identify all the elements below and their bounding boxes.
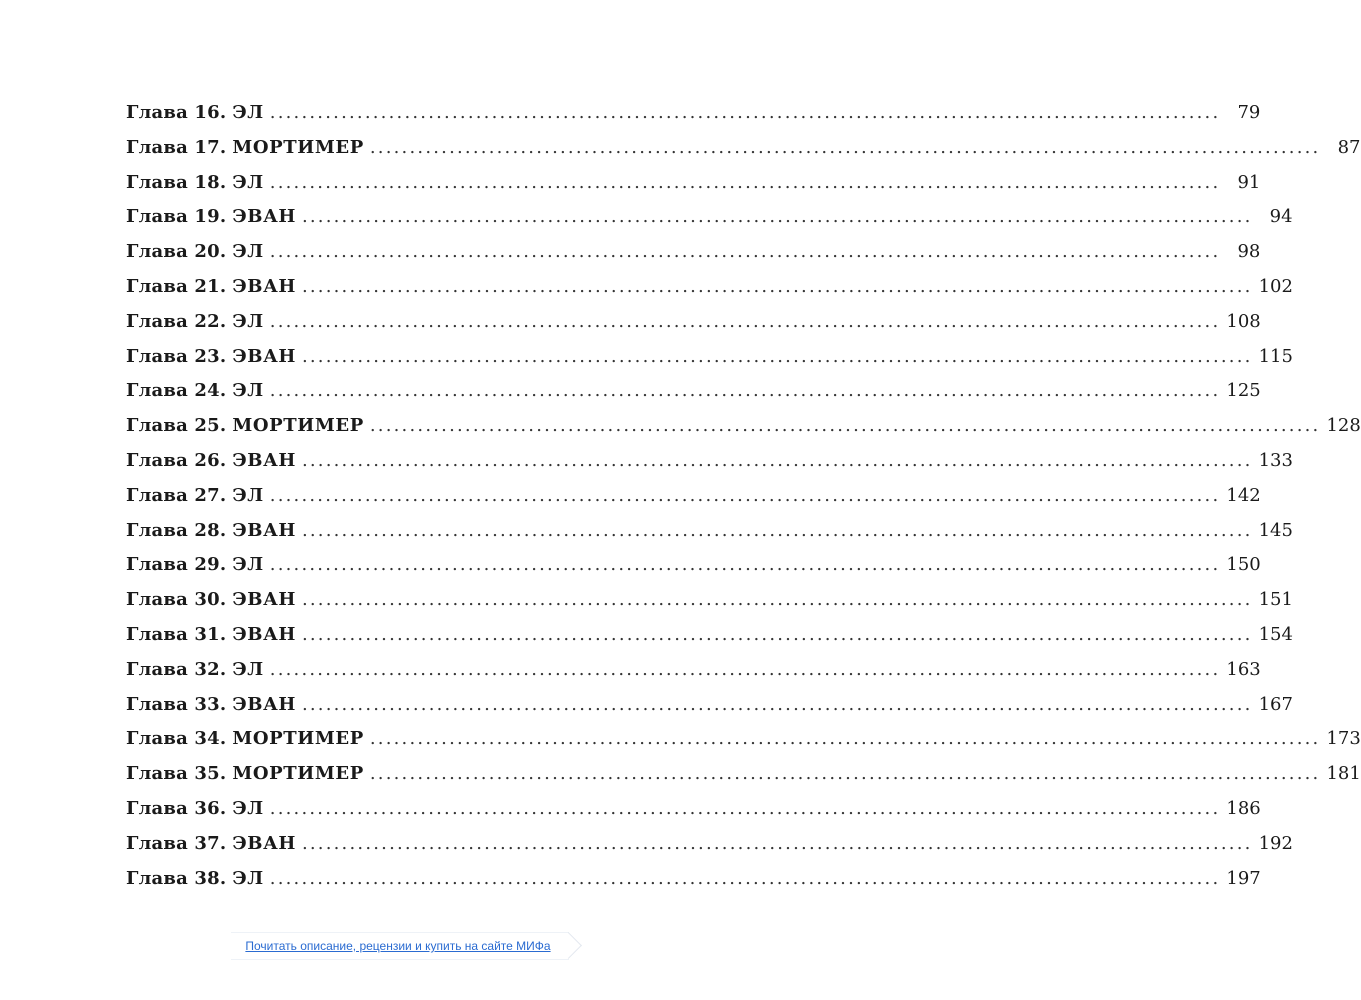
toc-row [126,166,1261,201]
page-number: 87 [1337,136,1361,158]
page-number: 142 [1226,484,1261,506]
page-number: 91 [1237,171,1261,193]
page-number: 173 [1326,728,1361,750]
dot-leader: ........................................................................................................................ [269,102,1221,123]
chapter-name: ЭВАН [232,693,296,715]
chapter-prefix: Глава 16. [126,102,227,123]
toc-row [126,757,1361,792]
chapter-prefix: Глава 34. [126,728,227,750]
chapter-name: ЭЛ [232,658,264,680]
chapter-prefix: Глава 20. [126,241,227,263]
chapter-name: ЭЛ [232,102,264,123]
table-of-contents [126,96,1361,896]
footer [200,930,600,962]
dot-leader: ........................................................................................................................ [301,589,1253,611]
toc-row [126,618,1293,653]
dot-leader: ........................................................................................................................ [301,345,1253,367]
chapter-name: ЭЛ [232,171,264,193]
chapter-name: ЭВАН [232,832,296,854]
page-number: 108 [1226,310,1261,332]
dot-leader: ........................................................................................................................ [301,623,1253,645]
dot-leader: ........................................................................................................................ [369,415,1321,437]
buy-on-mif-link[interactable] [231,932,568,960]
page-number: 181 [1326,763,1361,785]
chapter-name: ЭВАН [232,345,296,367]
chapter-name: ЭВАН [232,623,296,645]
chapter-prefix: Глава 17. [126,136,227,158]
chapter-name: ЭЛ [232,867,264,889]
toc-row [126,305,1261,340]
page-number: 154 [1258,623,1293,645]
chapter-prefix: Глава 18. [126,171,227,193]
chapter-prefix: Глава 35. [126,763,227,785]
chapter-prefix: Глава 24. [126,380,227,402]
dot-leader: ........................................................................................................................ [269,241,1221,263]
chapter-prefix: Глава 19. [126,206,227,228]
toc-row [126,827,1293,862]
page-number: 98 [1237,241,1261,263]
dot-leader: ........................................................................................................................ [269,867,1221,889]
chapter-prefix: Глава 25. [126,415,227,437]
chapter-name: ЭВАН [232,206,296,228]
page-number: 197 [1226,867,1261,889]
dot-leader: ........................................................................................................................ [269,658,1221,680]
dot-leader: ........................................................................................................................ [301,206,1253,228]
chapter-prefix: Глава 21. [126,275,227,297]
dot-leader: ........................................................................................................................ [269,380,1221,402]
chapter-prefix: Глава 30. [126,589,227,611]
toc-row [126,479,1261,514]
dot-leader: ........................................................................................................................ [369,728,1321,750]
chapter-name: ЭЛ [232,484,264,506]
toc-row [126,270,1293,305]
toc-row [126,514,1293,549]
chapter-prefix: Глава 22. [126,310,227,332]
page-number: 192 [1258,832,1293,854]
toc-row [126,131,1361,166]
toc-row [126,444,1293,479]
dot-leader: ........................................................................................................................ [269,310,1221,332]
chapter-prefix: Глава 26. [126,449,227,471]
page-number: 151 [1258,589,1293,611]
toc-row [126,409,1361,444]
dot-leader: ........................................................................................................................ [301,449,1253,471]
page-number: 145 [1258,519,1293,541]
page-number: 128 [1326,415,1361,437]
toc-row [126,653,1261,688]
chapter-name: МОРТИМЕР [232,136,364,158]
toc-row [126,688,1293,723]
dot-leader: ........................................................................................................................ [301,832,1253,854]
dot-leader: ........................................................................................................................ [269,484,1221,506]
dot-leader: ........................................................................................................................ [301,693,1253,715]
toc-row [126,862,1261,897]
dot-leader: ........................................................................................................................ [301,519,1253,541]
toc-row [126,200,1293,235]
chapter-prefix: Глава 31. [126,623,227,645]
toc-row [126,374,1261,409]
chapter-name: ЭВАН [232,589,296,611]
page-number: 186 [1226,797,1261,819]
chapter-prefix: Глава 32. [126,658,227,680]
chapter-name: МОРТИМЕР [232,415,364,437]
page-number: 94 [1269,206,1293,228]
toc-row [126,583,1293,618]
page-number: 167 [1258,693,1293,715]
dot-leader: ........................................................................................................................ [269,797,1221,819]
dot-leader: ........................................................................................................................ [269,554,1221,576]
chapter-name: ЭЛ [232,241,264,263]
toc-row [126,235,1261,270]
chevron-right-icon [555,932,582,959]
dot-leader: ........................................................................................................................ [369,763,1321,785]
page-number: 163 [1226,658,1261,680]
chapter-prefix: Глава 28. [126,519,227,541]
chapter-prefix: Глава 27. [126,484,227,506]
chapter-name: ЭВАН [232,275,296,297]
chapter-name: ЭЛ [232,310,264,332]
chapter-name: ЭЛ [232,380,264,402]
toc-row [126,722,1361,757]
page-number: 102 [1258,275,1293,297]
chapter-name: ЭЛ [232,554,264,576]
page-number: 150 [1226,554,1261,576]
chapter-prefix: Глава 36. [126,797,227,819]
page-number: 133 [1258,449,1293,471]
dot-leader: ........................................................................................................................ [269,171,1221,193]
chapter-prefix: Глава 37. [126,832,227,854]
chapter-name: ЭВАН [232,449,296,471]
toc-row [126,96,1261,131]
page-number: 125 [1226,380,1261,402]
chapter-name: МОРТИМЕР [232,763,364,785]
chapter-prefix: Глава 33. [126,693,227,715]
page-number: 79 [1237,102,1261,123]
dot-leader: ........................................................................................................................ [369,136,1321,158]
chapter-name: МОРТИМЕР [232,728,364,750]
buy-on-mif-link-text: Почитать описание, рецензии и купить на сайте МИФа [245,939,551,953]
chapter-prefix: Глава 38. [126,867,227,889]
dot-leader: ........................................................................................................................ [301,275,1253,297]
page-number: 115 [1258,345,1293,367]
toc-row [126,548,1261,583]
chapter-name: ЭЛ [232,797,264,819]
chapter-name: ЭВАН [232,519,296,541]
toc-row [126,792,1261,827]
chapter-prefix: Глава 23. [126,345,227,367]
chapter-prefix: Глава 29. [126,554,227,576]
toc-row [126,340,1293,375]
